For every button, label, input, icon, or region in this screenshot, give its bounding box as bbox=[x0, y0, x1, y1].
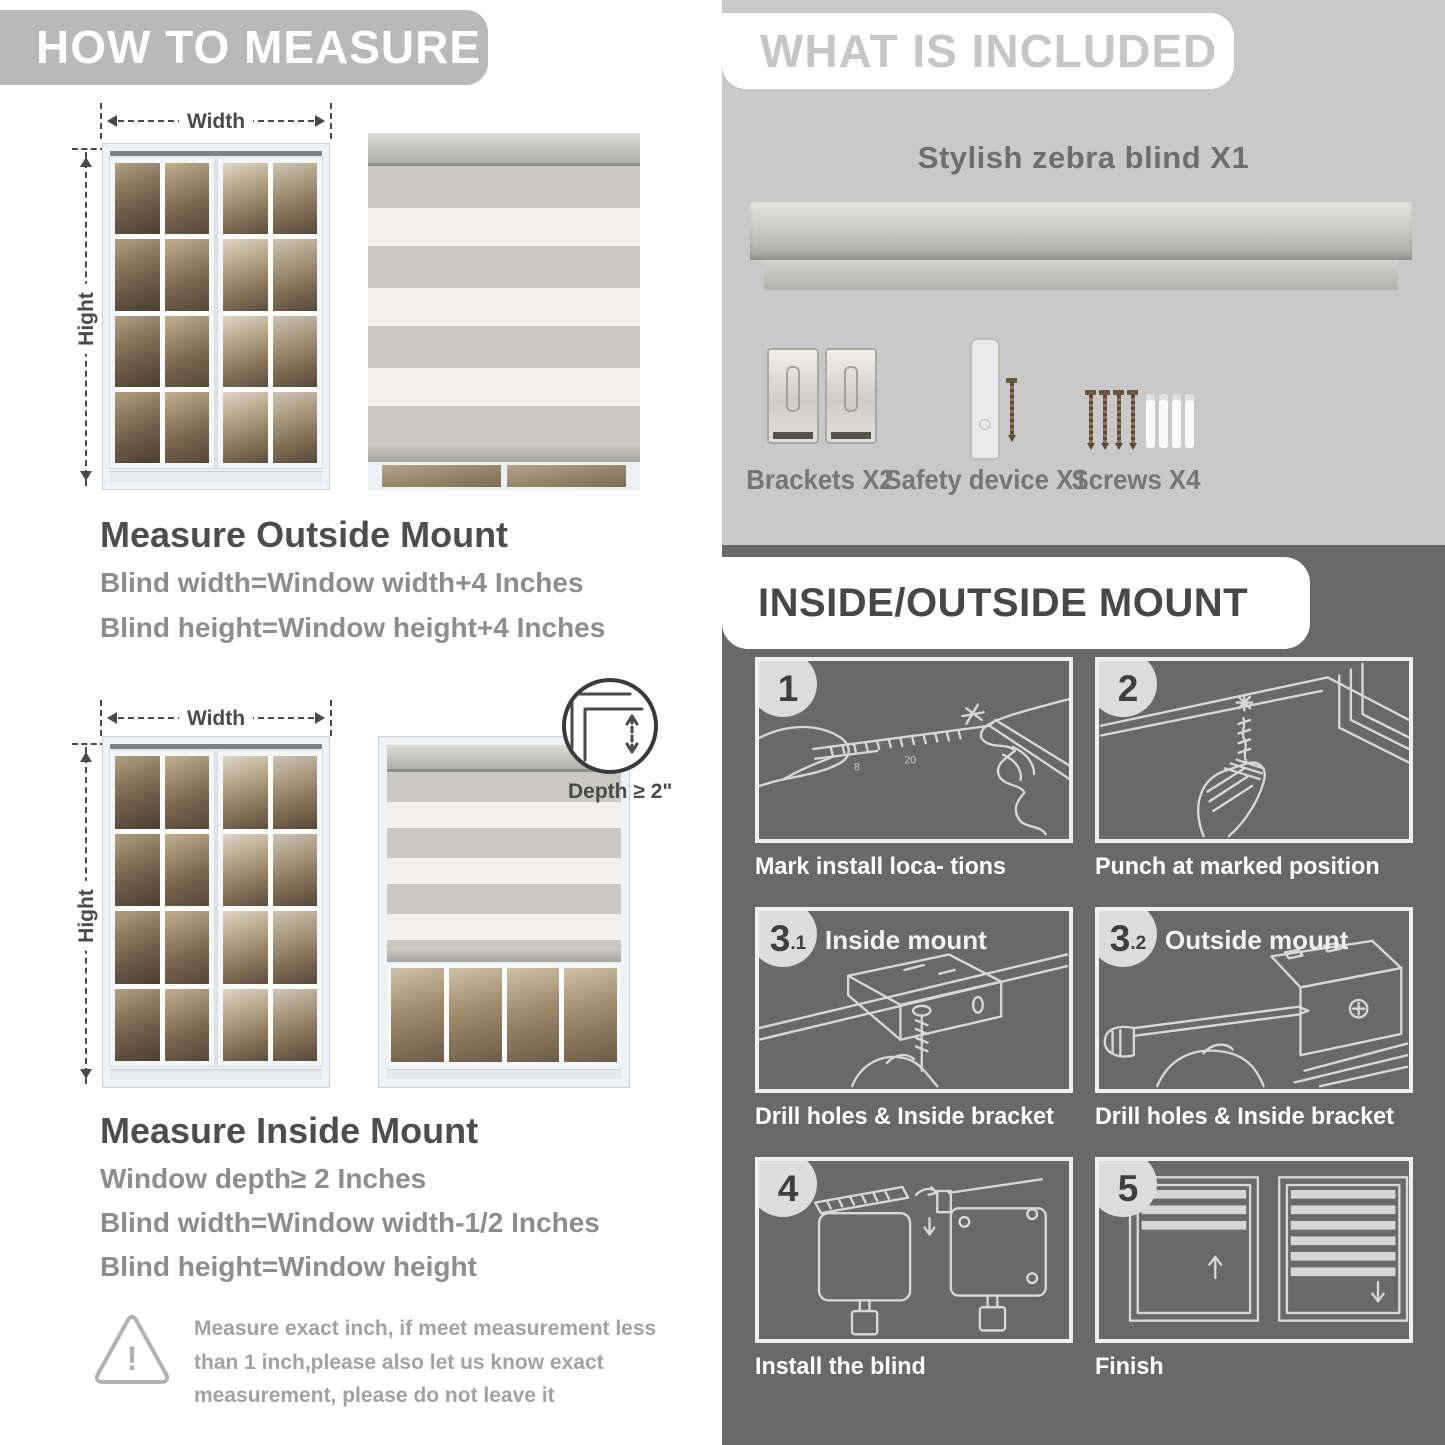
step-3-1-sublabel: Inside mount bbox=[825, 925, 987, 955]
step-1 bbox=[755, 657, 1073, 881]
screw-image bbox=[1085, 390, 1096, 450]
arrow-right-icon bbox=[315, 712, 331, 724]
what-is-included-header: WHAT IS INCLUDED bbox=[722, 13, 1234, 89]
step-3-1-caption: Drill holes & Inside bracket bbox=[755, 1103, 1054, 1130]
warning-exclamation: ! bbox=[126, 1340, 138, 1378]
height-label: Hight bbox=[75, 881, 99, 951]
arrow-right-icon bbox=[315, 115, 331, 127]
warning-text: Measure exact inch, if meet measurement less than 1 inch,please also let us know exact measurement, please do not leave it bbox=[194, 1317, 657, 1408]
arrow-up-icon bbox=[80, 151, 92, 167]
inside-mount-title: Measure Inside Mount bbox=[100, 1110, 479, 1151]
step-5-badge: 5 bbox=[1095, 1157, 1157, 1217]
window-sill bbox=[110, 471, 322, 482]
outside-mount-line1: Blind width=Window width+4 Inches bbox=[100, 567, 584, 598]
screw-image bbox=[1099, 390, 1110, 450]
window-panes-below-blind bbox=[387, 964, 621, 1066]
inside-mount-line2: Blind width=Window width-1/2 Inches bbox=[100, 1207, 600, 1238]
window-sash bbox=[110, 751, 214, 1066]
height-label: Hight bbox=[75, 284, 99, 354]
step-3-1-illustration bbox=[755, 907, 1073, 1093]
bracket-image bbox=[825, 348, 877, 444]
step-5-caption: Finish bbox=[1095, 1353, 1164, 1380]
safety-device-image bbox=[970, 338, 1000, 460]
width-label: Width bbox=[179, 706, 253, 732]
step-4-caption: Install the blind bbox=[755, 1353, 926, 1380]
brackets-label: Brackets X2 bbox=[746, 464, 894, 495]
step-3-2-caption: Drill holes & Inside bracket bbox=[1095, 1103, 1394, 1130]
screw-image bbox=[1113, 390, 1124, 450]
measure-tick bbox=[72, 148, 106, 150]
step-1-badge: 1 bbox=[755, 657, 817, 717]
width-label: Width bbox=[179, 109, 253, 135]
bracket-image bbox=[767, 348, 819, 444]
frame-corner-detail-icon bbox=[566, 682, 646, 762]
outside-mount-line2: Blind height=Window height+4 Inches bbox=[100, 612, 606, 643]
arrow-down-icon bbox=[80, 471, 92, 487]
screw-image bbox=[1127, 390, 1138, 450]
step-4-illustration bbox=[755, 1157, 1073, 1343]
step-2-caption: Punch at marked position bbox=[1095, 853, 1380, 880]
wall-anchor-image bbox=[1159, 394, 1168, 448]
arrow-left-icon bbox=[101, 115, 117, 127]
what-is-included-section bbox=[722, 0, 1445, 545]
window-illustration-inside bbox=[102, 736, 330, 1088]
blind-bottom-rail bbox=[368, 446, 640, 462]
screw-image bbox=[1006, 378, 1017, 442]
arrow-up-icon bbox=[80, 746, 92, 762]
blind-bottom-rail bbox=[387, 950, 621, 962]
svg-text:8: 8 bbox=[853, 761, 860, 774]
zebra-blind-outside-illustration bbox=[368, 133, 640, 490]
arrow-down-icon bbox=[80, 1069, 92, 1085]
step-3-2 bbox=[1095, 907, 1413, 1131]
inside-mount-line3: Blind height=Window height bbox=[100, 1251, 477, 1282]
step-3-1-badge: 3 .1 bbox=[755, 907, 817, 967]
step-4-badge: 4 bbox=[755, 1157, 817, 1217]
step-3-1 bbox=[755, 907, 1073, 1131]
step-5-illustration bbox=[1095, 1157, 1413, 1343]
wall-anchor-image bbox=[1146, 394, 1155, 448]
step-1-caption: Mark install loca- tions bbox=[755, 853, 1006, 880]
step-3-2-sublabel: Outside mount bbox=[1165, 925, 1349, 955]
window-sash bbox=[110, 158, 214, 468]
window-sashes bbox=[110, 158, 322, 468]
depth-detail-magnifier bbox=[562, 678, 658, 774]
width-measure-outside bbox=[100, 109, 332, 135]
window-head-shadow bbox=[110, 744, 322, 749]
height-measure-inside bbox=[74, 743, 100, 1088]
blind-cassette bbox=[368, 133, 640, 166]
svg-text:20: 20 bbox=[904, 754, 917, 767]
window-below-blind bbox=[368, 462, 640, 490]
step-3-2-illustration bbox=[1095, 907, 1413, 1093]
height-measure-outside bbox=[74, 148, 100, 490]
window-sill bbox=[110, 1069, 322, 1080]
measure-tick bbox=[72, 743, 106, 745]
width-measure-inside bbox=[100, 706, 332, 732]
window-sash bbox=[218, 751, 322, 1066]
window-illustration-outside bbox=[102, 143, 330, 490]
step-3-2-badge: 3 .2 bbox=[1095, 907, 1157, 967]
warning-triangle-icon bbox=[92, 1312, 172, 1388]
wall-anchor-image bbox=[1172, 394, 1181, 448]
depth-label: Depth ≥ 2" bbox=[568, 780, 673, 803]
window-sash bbox=[218, 158, 322, 468]
blind-headrail-lip bbox=[764, 260, 1398, 290]
blind-stripes bbox=[368, 166, 640, 446]
mount-instructions-section bbox=[722, 545, 1445, 1445]
window-sill bbox=[387, 1069, 621, 1079]
outside-mount-title: Measure Outside Mount bbox=[100, 514, 509, 555]
step-5 bbox=[1095, 1157, 1413, 1381]
screws-label: Screws X4 bbox=[1071, 464, 1201, 495]
measure-warning bbox=[92, 1312, 664, 1413]
mount-header: INSIDE/OUTSIDE MOUNT bbox=[722, 557, 1310, 649]
safety-device-label: Safety device X1 bbox=[884, 464, 1088, 495]
blind-headrail-image bbox=[750, 202, 1412, 260]
how-to-measure-header: HOW TO MEASURE bbox=[0, 10, 488, 85]
step-2-illustration bbox=[1095, 657, 1413, 843]
step-4 bbox=[755, 1157, 1073, 1381]
arrow-left-icon bbox=[101, 712, 117, 724]
step-2 bbox=[1095, 657, 1413, 881]
wall-anchor-image bbox=[1185, 394, 1194, 448]
inside-mount-line1: Window depth≥ 2 Inches bbox=[100, 1163, 427, 1194]
step-2-badge: 2 bbox=[1095, 657, 1157, 717]
product-label: Stylish zebra blind X1 bbox=[917, 140, 1250, 175]
window-head-shadow bbox=[110, 151, 322, 156]
window-sashes bbox=[110, 751, 322, 1066]
step-1-illustration bbox=[755, 657, 1073, 843]
